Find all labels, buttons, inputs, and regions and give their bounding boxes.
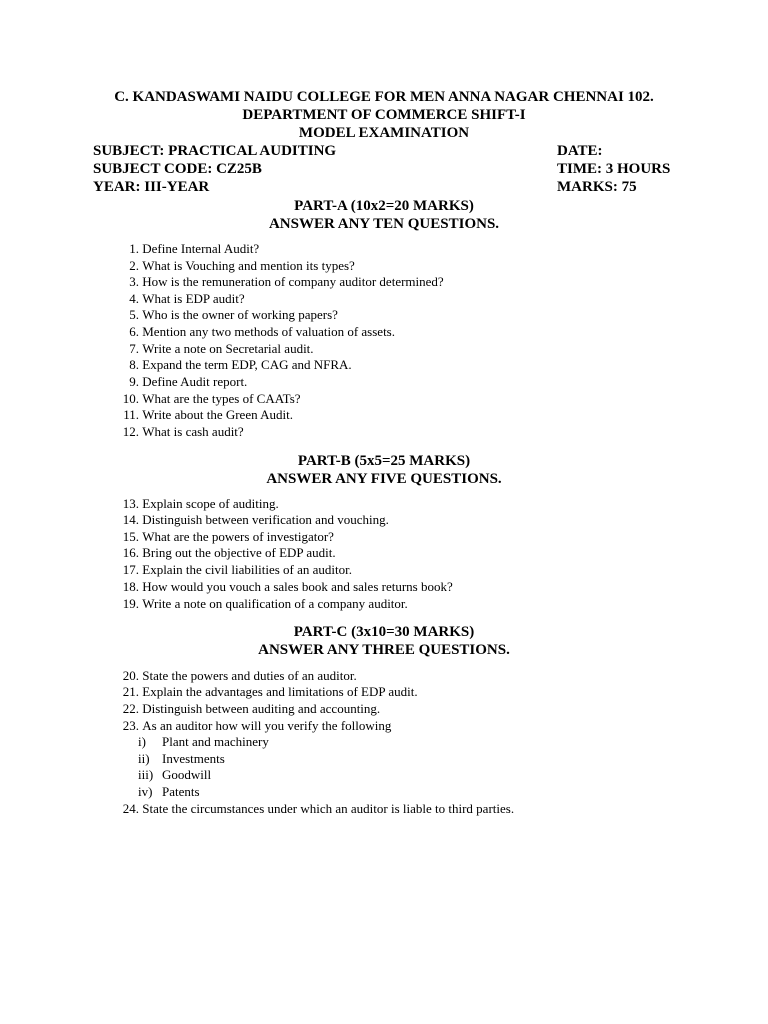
college-name: C. KANDASWAMI NAIDU COLLEGE FOR MEN ANNA NAGAR CHENNAI 102. [114, 89, 654, 105]
question-text: Explain the civil liabilities of an auditor. [142, 562, 353, 577]
question-text: Write about the Green Audit. [142, 407, 293, 422]
question-number: 3. [129, 274, 139, 289]
question-item [110, 668, 730, 685]
question-text: Define Audit report. [142, 374, 248, 389]
question-text: What are the types of CAATs? [142, 391, 301, 406]
part-c-instruction: ANSWER ANY THREE QUESTIONS. [258, 642, 510, 658]
question-item [110, 545, 730, 562]
sub-item-text: Patents [162, 784, 200, 799]
part-b-instruction: ANSWER ANY FIVE QUESTIONS. [266, 471, 502, 487]
question-item [110, 374, 730, 391]
question-item [110, 424, 730, 441]
time-label: TIME: 3 HOURS [557, 161, 671, 177]
question-number: 21. [122, 684, 139, 699]
question-item [110, 718, 730, 735]
question-item [110, 241, 730, 258]
question-number: 10. [122, 391, 139, 406]
marks-label: MARKS: 75 [557, 179, 637, 195]
question-text: Expand the term EDP, CAG and NFRA. [142, 357, 352, 372]
question-text: As an auditor how will you verify the following [142, 718, 392, 733]
question-number: 1. [129, 241, 139, 256]
question-number: 2. [129, 258, 139, 273]
subject-code-label: SUBJECT CODE: CZ25B [93, 161, 262, 177]
sub-item-number: ii) [138, 751, 150, 766]
sub-item-number: i) [138, 734, 146, 749]
question-number: 19. [122, 596, 139, 611]
question-number: 12. [122, 424, 139, 439]
part-a-title: PART-A (10x2=20 MARKS) [294, 198, 474, 214]
question-item [110, 579, 730, 596]
question-item [110, 324, 730, 341]
sub-item-number: iii) [138, 767, 154, 782]
question-number: 13. [122, 496, 139, 511]
question-text: Distinguish between auditing and accounting. [142, 701, 381, 716]
question-text: Explain scope of auditing. [142, 496, 279, 511]
question-number: 23. [122, 718, 139, 733]
question-number: 14. [122, 512, 139, 527]
question-item [110, 341, 730, 358]
question-text: What is EDP audit? [142, 291, 245, 306]
question-item [110, 801, 730, 818]
question-item [110, 529, 730, 546]
question-number: 15. [122, 529, 139, 544]
question-number: 17. [122, 562, 139, 577]
question-text: Write a note on Secretarial audit. [142, 341, 314, 356]
question-item [110, 307, 730, 324]
question-item [110, 357, 730, 374]
sub-item-number: iv) [138, 784, 153, 799]
question-text: Who is the owner of working papers? [142, 307, 338, 322]
question-text: Bring out the objective of EDP audit. [142, 545, 336, 560]
question-item [110, 407, 730, 424]
question-text: How is the remuneration of company auditor determined? [142, 274, 444, 289]
question-text: Mention any two methods of valuation of assets. [142, 324, 395, 339]
sub-item-text: Investments [162, 751, 225, 766]
year-label: YEAR: III-YEAR [93, 179, 210, 195]
department-name: DEPARTMENT OF COMMERCE SHIFT-I [242, 107, 526, 123]
sub-item [138, 751, 225, 768]
question-number: 6. [129, 324, 139, 339]
question-number: 9. [129, 374, 139, 389]
question-item [110, 274, 730, 291]
question-item [110, 496, 730, 513]
question-text: Define Internal Audit? [142, 241, 260, 256]
question-number: 18. [122, 579, 139, 594]
date-label: DATE: [557, 143, 603, 159]
question-item [110, 512, 730, 529]
exam-title: MODEL EXAMINATION [298, 125, 470, 141]
question-number: 22. [122, 701, 139, 716]
question-number: 5. [129, 307, 139, 322]
sub-item [138, 767, 211, 784]
question-number: 8. [129, 357, 139, 372]
question-number: 20. [122, 668, 139, 683]
question-item [110, 684, 730, 701]
question-number: 7. [129, 341, 139, 356]
part-a-instruction: ANSWER ANY TEN QUESTIONS. [268, 216, 500, 232]
question-item [110, 701, 730, 718]
question-text: State the powers and duties of an auditor. [142, 668, 357, 683]
sub-item [138, 784, 200, 801]
subject-label: SUBJECT: PRACTICAL AUDITING [93, 143, 337, 159]
question-item [110, 391, 730, 408]
question-text: What are the powers of investigator? [142, 529, 334, 544]
question-number: 16. [122, 545, 139, 560]
question-item [110, 291, 730, 308]
part-c-title: PART-C (3x10=30 MARKS) [293, 624, 475, 640]
question-item [110, 596, 730, 613]
question-text: State the circumstances under which an auditor is liable to third parties. [142, 801, 515, 816]
sub-item-text: Plant and machinery [162, 734, 269, 749]
part-b-title: PART-B (5x5=25 MARKS) [297, 453, 471, 469]
question-text: Write a note on qualification of a company auditor. [142, 596, 408, 611]
sub-item [138, 734, 269, 751]
question-item [110, 258, 730, 275]
question-text: What is cash audit? [142, 424, 244, 439]
question-number: 4. [129, 291, 139, 306]
question-text: What is Vouching and mention its types? [142, 258, 355, 273]
question-text: Explain the advantages and limitations of EDP audit. [142, 684, 418, 699]
question-number: 24. [122, 801, 139, 816]
question-text: How would you vouch a sales book and sales returns book? [142, 579, 453, 594]
question-item [110, 562, 730, 579]
question-text: Distinguish between verification and vouching. [142, 512, 389, 527]
sub-item-text: Goodwill [162, 767, 212, 782]
question-number: 11. [123, 407, 139, 422]
